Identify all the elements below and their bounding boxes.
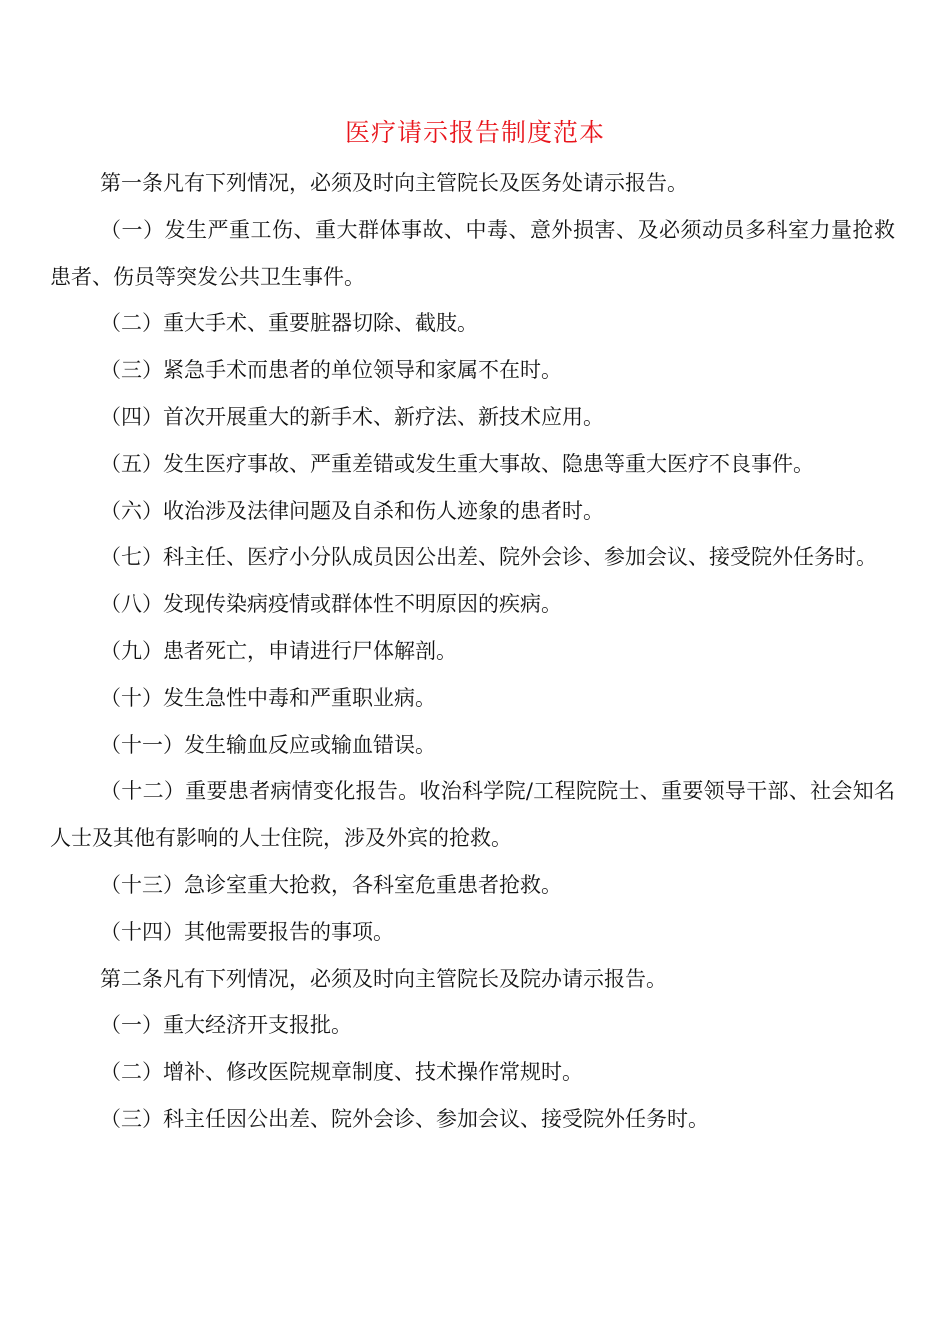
clause-1-heading: 第一条凡有下列情况，必须及时向主管院长及医务处请示报告。 <box>100 171 688 195</box>
clause-1-item-6: （六）收治涉及法律问题及自杀和伤人迹象的患者时。 <box>100 498 604 523</box>
clause-1-item-3: （三）紧急手术而患者的单位领导和家属不在时。 <box>100 358 562 383</box>
clause-1-item-12: （十二）重要患者病情变化报告。收治科学院/工程院院士、重要领导干部、社会知名人士及其他有影响的人士住院，涉及外宾的抢救。 <box>50 779 895 851</box>
clause-1-item-9: （九）患者死亡，申请进行尸体解剖。 <box>100 638 457 663</box>
clause-1-item-5: （五）发生医疗事故、严重差错或发生重大事故、隐患等重大医疗不良事件。 <box>100 451 814 476</box>
clause-1-item-2: （二）重大手术、重要脏器切除、截肢。 <box>100 311 478 336</box>
clause-1-item-7: （七）科主任、医疗小分队成员因公出差、院外会诊、参加会议、接受院外任务时。 <box>100 545 877 570</box>
clause-1-item-4: （四）首次开展重大的新手术、新疗法、新技术应用。 <box>100 404 604 429</box>
clause-2-heading: 第二条凡有下列情况，必须及时向主管院长及院办请示报告。 <box>100 966 667 991</box>
document-body <box>50 160 895 1143</box>
clause-1-item-11: （十一）发生输血反应或输血错误。 <box>100 732 436 757</box>
clause-1-item-13: （十三）急诊室重大抢救，各科室危重患者抢救。 <box>100 872 562 897</box>
clause-2-item-2: （二）增补、修改医院规章制度、技术操作常规时。 <box>100 1060 583 1085</box>
clause-2-item-1: （一）重大经济开支报批。 <box>100 1013 352 1038</box>
document-title: 医疗请示报告制度范本 <box>344 118 605 147</box>
clause-1-item-8: （八）发现传染病疫情或群体性不明原因的疾病。 <box>100 592 562 617</box>
clause-1-item-14: （十四）其他需要报告的事项。 <box>100 919 394 944</box>
clause-2-item-3: （三）科主任因公出差、院外会诊、参加会议、接受院外任务时。 <box>100 1106 709 1131</box>
clause-1-item-10: （十）发生急性中毒和严重职业病。 <box>100 685 436 710</box>
clause-1-item-1: （一）发生严重工伤、重大群体事故、中毒、意外损害、及必须动员多科室力量抢救患者、伤员等突发公共卫生事件。 <box>50 217 895 289</box>
